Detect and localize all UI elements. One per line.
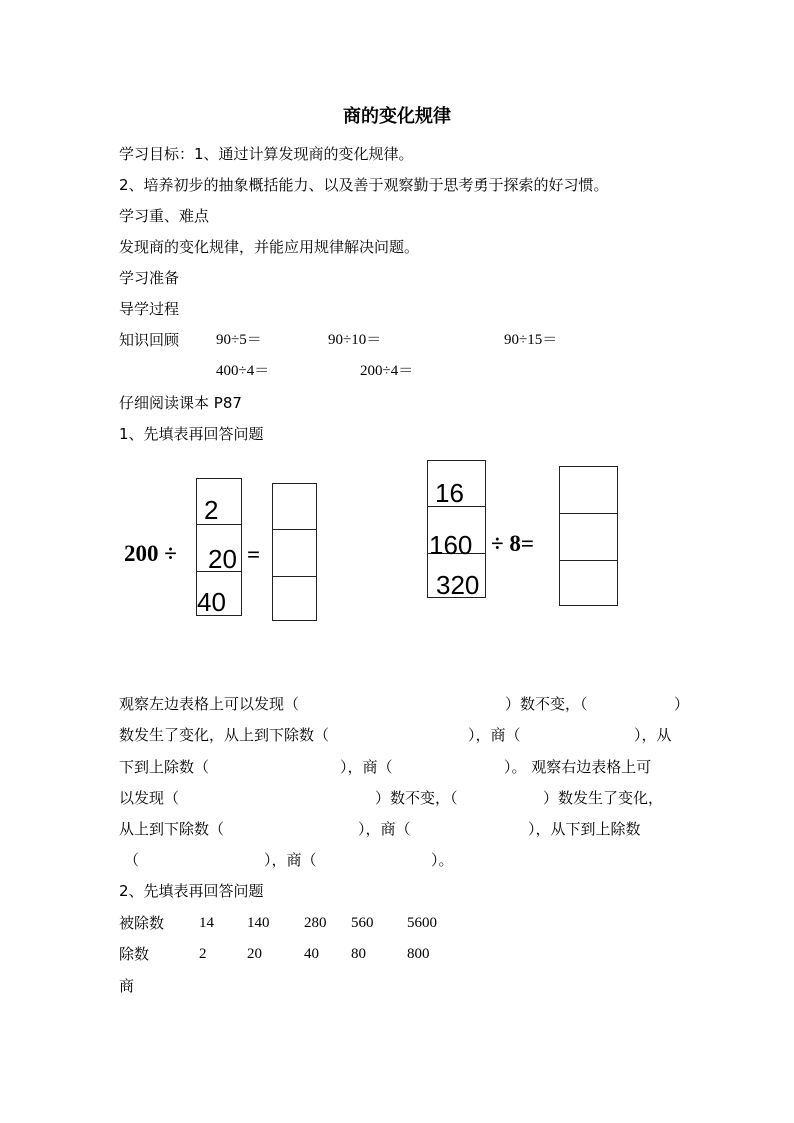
review-item: 400÷4＝ xyxy=(216,363,270,379)
prep-heading: 学习准备 xyxy=(119,269,180,287)
q2-heading: 2、先填表再回答问题 xyxy=(119,882,264,900)
divisor-value: 20 xyxy=(247,946,262,962)
divisor-value: 2 xyxy=(199,946,207,962)
left-divisor: 2 xyxy=(204,495,219,525)
dividend-value: 14 xyxy=(199,915,214,931)
left-divisor: 20 xyxy=(208,544,237,574)
objective-1: 学习目标：1、通过计算发现商的变化规律。 xyxy=(119,145,414,163)
right-answer-column xyxy=(559,466,618,606)
dividend-label: 被除数 xyxy=(119,914,165,932)
review-label: 知识回顾 xyxy=(119,331,180,349)
key-points: 发现商的变化规律，并能应用规律解决问题。 xyxy=(119,238,420,256)
divider xyxy=(196,524,242,525)
observation-text: ），商（ xyxy=(358,820,411,838)
review-item: 90÷15＝ xyxy=(504,332,558,348)
process-heading: 导学过程 xyxy=(119,300,180,318)
divider xyxy=(272,529,317,530)
observation-text: （ xyxy=(124,851,140,869)
observation-text: 以发现（ xyxy=(119,789,180,807)
objective-2: 2、培养初步的抽象概括能力、以及善于观察勤于思考勇于探索的好习惯。 xyxy=(119,176,609,194)
key-points-heading: 学习重、难点 xyxy=(119,207,210,225)
right-dividend: 320 xyxy=(436,570,480,600)
observation-text: ）。 观察右边表格上可 xyxy=(504,758,652,776)
review-item: 90÷10＝ xyxy=(328,332,382,348)
q1-heading: 1、先填表再回答问题 xyxy=(119,425,264,443)
divider xyxy=(559,560,618,561)
right-dividend: 16 xyxy=(435,478,464,508)
left-answer-column xyxy=(272,483,317,621)
observation-text: 下到上除数（ xyxy=(119,758,210,776)
observation-text: 从上到下除数（ xyxy=(119,820,225,838)
observation-text: 观察左边表格上可以发现（ xyxy=(119,695,300,713)
divider xyxy=(559,513,618,514)
observation-text: ）数不变，（ xyxy=(375,789,458,807)
observation-text: ）数发生了变化， xyxy=(543,789,664,807)
dividend-value: 140 xyxy=(247,915,270,931)
divider xyxy=(272,576,317,577)
observation-text: ），从 xyxy=(634,726,672,744)
page-title: 商的变化规律 xyxy=(343,106,451,127)
observation-text: 数发生了变化，从上到下除数（ xyxy=(119,726,330,744)
quotient-label: 商 xyxy=(119,977,135,995)
observation-text: ），从下到上除数 xyxy=(528,820,641,838)
observation-text: ） xyxy=(674,695,690,713)
divisor-value: 40 xyxy=(304,946,319,962)
observation-text: ）数不变，（ xyxy=(505,695,588,713)
observation-text: ）。 xyxy=(431,851,454,869)
right-dividend: 160 xyxy=(429,530,473,560)
divisor-value: 80 xyxy=(351,946,366,962)
dividend-value: 560 xyxy=(351,915,374,931)
review-item: 90÷5＝ xyxy=(216,332,262,348)
read-textbook: 仔细阅读课本 P87 xyxy=(119,394,242,412)
dividend-value: 280 xyxy=(304,915,327,931)
left-divisor: 40 xyxy=(197,587,226,617)
divisor-value: 800 xyxy=(407,946,430,962)
observation-text: ），商（ xyxy=(264,851,317,869)
review-item: 200÷4＝ xyxy=(360,363,414,379)
observation-text: ），商（ xyxy=(468,726,521,744)
right-operator: ÷ 8= xyxy=(491,531,534,556)
divisor-label: 除数 xyxy=(119,945,150,963)
left-equals: = xyxy=(247,542,261,567)
left-dividend-expression: 200 ÷ xyxy=(124,541,177,566)
observation-text: ），商（ xyxy=(340,758,393,776)
dividend-value: 5600 xyxy=(407,915,437,931)
